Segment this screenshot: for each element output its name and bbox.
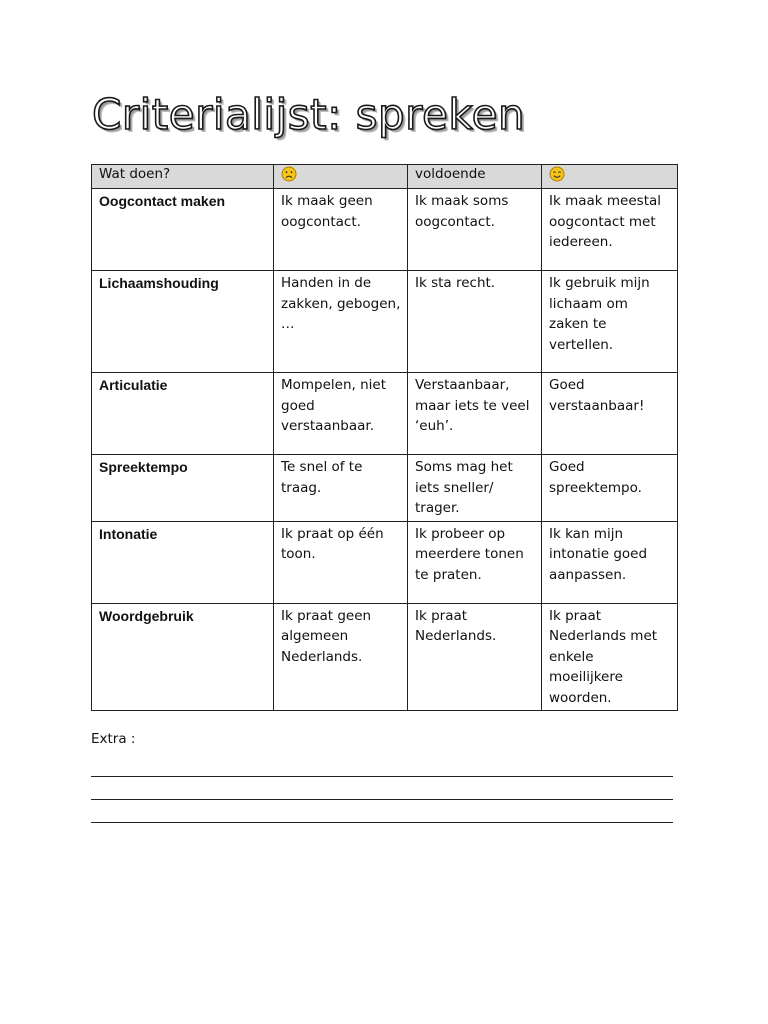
header-happy [542,165,678,189]
table-row [92,603,678,711]
sufficient-cell: Ik praat Nederlands. [408,603,542,711]
table-row [92,189,678,271]
sufficient-cell: Ik maak soms oogcontact. [408,189,542,271]
header-wat-doen: Wat doen? [92,165,274,189]
bad-cell: Handen in de zakken, gebogen, … [274,271,408,373]
good-cell: Ik gebruik mijn lichaam om zaken te vertellen. [542,271,678,373]
criteria-table [91,164,678,711]
extra-write-line[interactable] [91,799,673,800]
criterion-cell: Woordgebruik [92,603,274,711]
extra-write-line[interactable] [91,822,673,823]
extra-write-line[interactable] [91,776,673,777]
smiley-face-icon [549,166,565,187]
criterion-cell: Oogcontact maken [92,189,274,271]
table-row [92,455,678,522]
table-row [92,373,678,455]
good-cell: Ik praat Nederlands met enkele moeilijkere woorden. [542,603,678,711]
table-header-row [92,165,678,189]
criterion-cell: Lichaamshouding [92,271,274,373]
sad-face-icon [281,166,297,187]
bad-cell: Ik praat op één toon. [274,521,408,603]
bad-cell: Ik maak geen oogcontact. [274,189,408,271]
criterion-cell: Articulatie [92,373,274,455]
bad-cell: Mompelen, niet goed verstaanbaar. [274,373,408,455]
good-cell: Goed spreektempo. [542,455,678,522]
good-cell: Ik kan mijn intonatie goed aanpassen. [542,521,678,603]
bad-cell: Te snel of te traag. [274,455,408,522]
sufficient-cell: Verstaanbaar, maar iets te veel ‘euh’. [408,373,542,455]
table-row [92,271,678,373]
good-cell: Ik maak meestal oogcontact met iedereen. [542,189,678,271]
criterion-cell: Spreektempo [92,455,274,522]
good-cell: Goed verstaanbaar! [542,373,678,455]
header-sad [274,165,408,189]
extra-label: Extra : [91,731,136,747]
page-title: Criterialijst: spreken [92,90,526,139]
sufficient-cell: Soms mag het iets sneller/ trager. [408,455,542,522]
table-row [92,521,678,603]
bad-cell: Ik praat geen algemeen Nederlands. [274,603,408,711]
sufficient-cell: Ik probeer op meerdere tonen te praten. [408,521,542,603]
header-voldoende: voldoende [408,165,542,189]
sufficient-cell: Ik sta recht. [408,271,542,373]
criterion-cell: Intonatie [92,521,274,603]
